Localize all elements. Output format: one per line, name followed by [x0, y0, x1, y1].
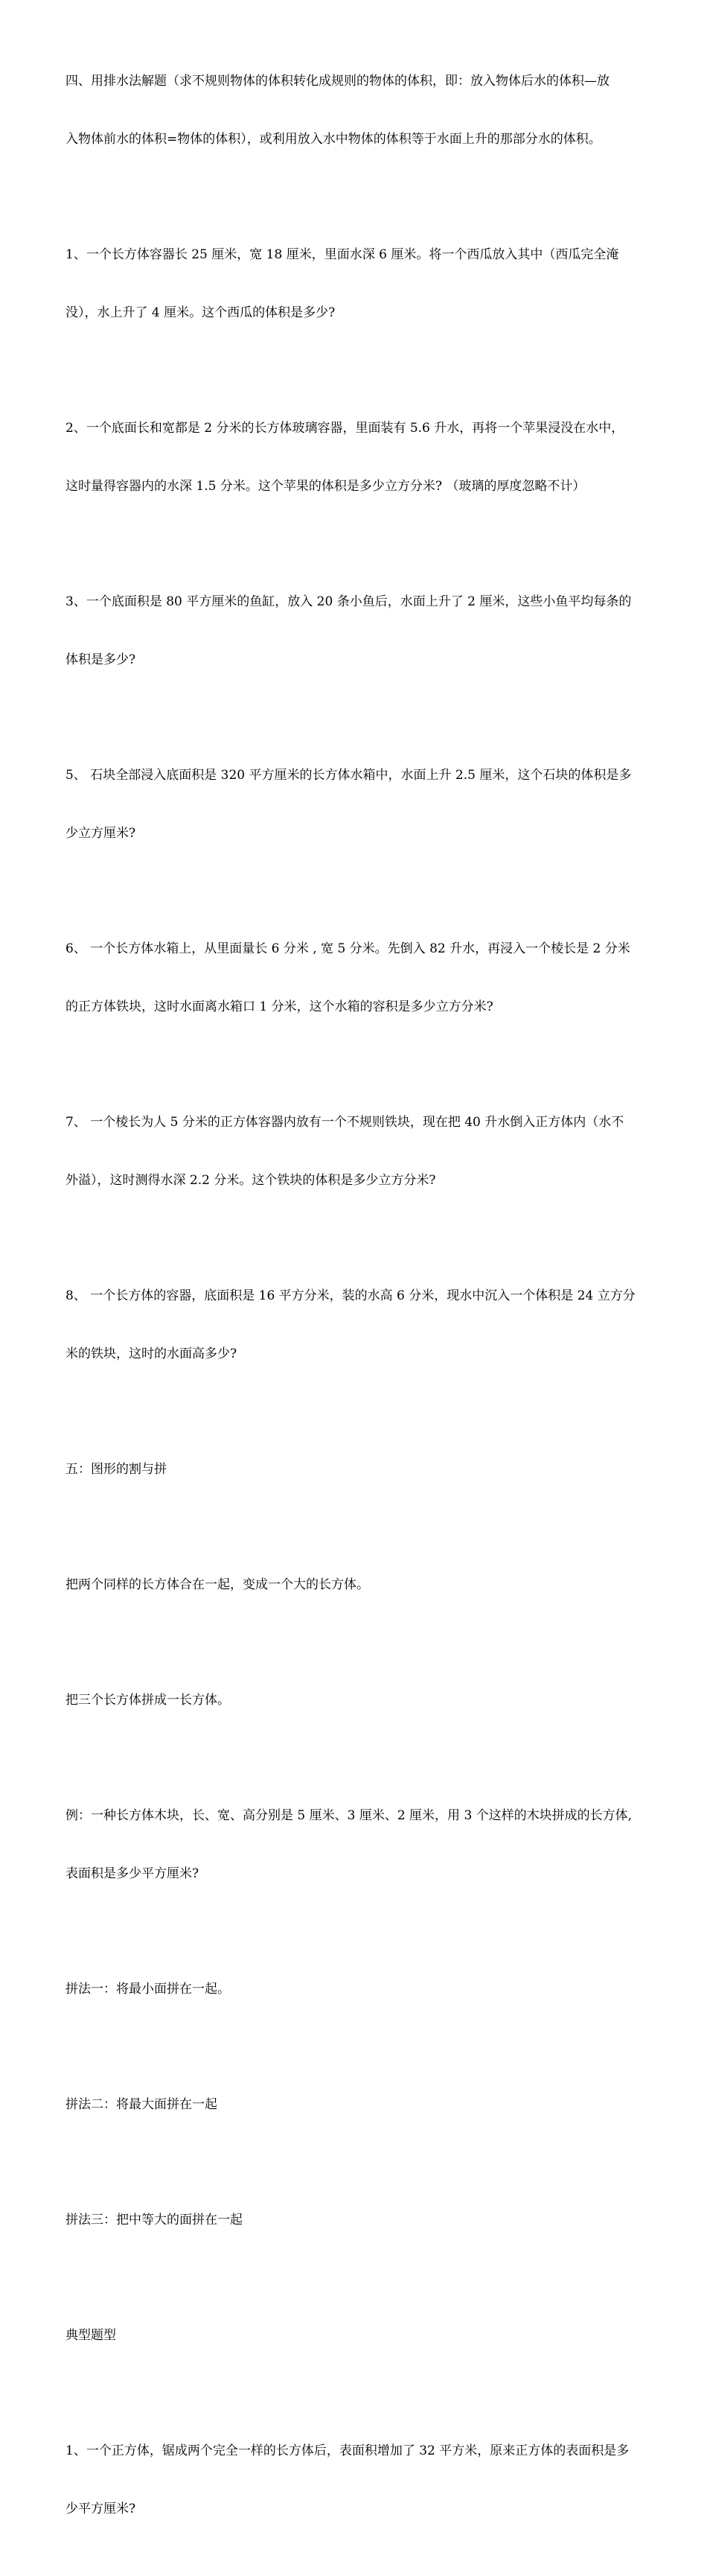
text-line: 米的铁块，这时的水面高多少?: [65, 1346, 237, 1361]
text-line: 表面积是多少平方厘米?: [65, 1866, 199, 1881]
section-4-heading: [65, 33, 676, 188]
text-line: 把两个同样的长方体合在一起，变成一个大的长方体。: [65, 1577, 369, 1592]
section-5-line-2: [65, 1652, 676, 1749]
method-3: [65, 2172, 676, 2268]
text-line: 四、用排水法解题（求不规则物体的体积转化成规则的物体的体积，即：放入物体后水的体积—放: [65, 74, 610, 89]
text-line: 拼法三：把中等大的面拼在一起: [65, 2213, 243, 2227]
text-line: 典型题型: [65, 2328, 116, 2343]
text-line: 2、一个底面长和宽都是 2 分米的长方体玻璃容器，里面装有 5.6 升水，再将一个苹果浸没在水中，: [65, 421, 624, 436]
example-question: [65, 1767, 676, 1922]
question-6: [65, 900, 676, 1055]
typical-question-1: [65, 2402, 676, 2557]
text-line: 5、 石块全部浸入底面积是 320 平方厘米的长方体水箱中，水面上升 2.5 厘米，这个石块的体积是多: [65, 768, 632, 783]
text-line: 例：一种长方体木块，长、宽、高分别是 5 厘米、3 厘米、2 厘米，用 3 个这样的木块拼成的长方体,: [65, 1808, 633, 1823]
text-line: 3、一个底面积是 80 平方厘米的鱼缸，放入 20 条小鱼后，水面上升了 2 厘米，这些小鱼平均每条的: [65, 594, 632, 609]
question-8: [65, 1247, 676, 1402]
text-line: 1、一个正方体，锯成两个完全一样的长方体后，表面积增加了 32 平方米，原来正方体的表面积是多: [65, 2443, 630, 2458]
text-line: 的正方体铁块，这时水面离水箱口 1 分米，这个水箱的容积是多少立方分米?: [65, 999, 493, 1014]
text-line: 拼法一：将最小面拼在一起。: [65, 1982, 230, 1997]
text-line: 体积是多少?: [65, 652, 136, 667]
text-line: 拼法二：将最大面拼在一起: [65, 2097, 217, 2112]
text-line: 7、 一个棱长为人 5 分米的正方体容器内放有一个不规则铁块，现在把 40 升水倒入正方体内（水不: [65, 1115, 624, 1130]
text-line: 少平方厘米?: [65, 2502, 136, 2516]
question-5: [65, 727, 676, 882]
document-page: [65, 33, 676, 2576]
text-line: 这时量得容器内的水深 1.5 分米。这个苹果的体积是多少立方分米? （玻璃的厚度忽略不计）: [65, 479, 586, 494]
text-line: 少立方厘米?: [65, 826, 136, 841]
text-line: 1、一个长方体容器长 25 厘米，宽 18 厘米，里面水深 6 厘米。将一个西瓜放入其中（西瓜完全淹: [65, 247, 619, 262]
text-line: 8、 一个长方体的容器，底面积是 16 平方分米，装的水高 6 分米，现水中沉入一个体积是 24 立方分: [65, 1288, 636, 1303]
method-2: [65, 2056, 676, 2153]
question-3: [65, 553, 676, 708]
typical-heading: [65, 2287, 676, 2384]
text-line: 外溢），这时测得水深 2.2 分米。这个铁块的体积是多少立方分米?: [65, 1173, 436, 1188]
section-5-line-1: [65, 1536, 676, 1633]
question-7: [65, 1074, 676, 1229]
question-2: [65, 380, 676, 535]
method-1: [65, 1941, 676, 2038]
section-5-heading: [65, 1421, 676, 1518]
question-1: [65, 206, 676, 361]
text-line: 6、 一个长方体水箱上，从里面量长 6 分米 , 宽 5 分米。先倒入 82 升水，再浸入一个棱长是 2 分米: [65, 941, 630, 956]
text-line: 没），水上升了 4 厘米。这个西瓜的体积是多少?: [65, 305, 336, 320]
text-line: 五：图形的割与拼: [65, 1462, 167, 1477]
text-line: 把三个长方体拼成一长方体。: [65, 1693, 230, 1708]
text-line: 入物体前水的体积=物体的体积），或利用放入水中物体的体积等于水面上升的那部分水的体积。: [65, 132, 601, 147]
